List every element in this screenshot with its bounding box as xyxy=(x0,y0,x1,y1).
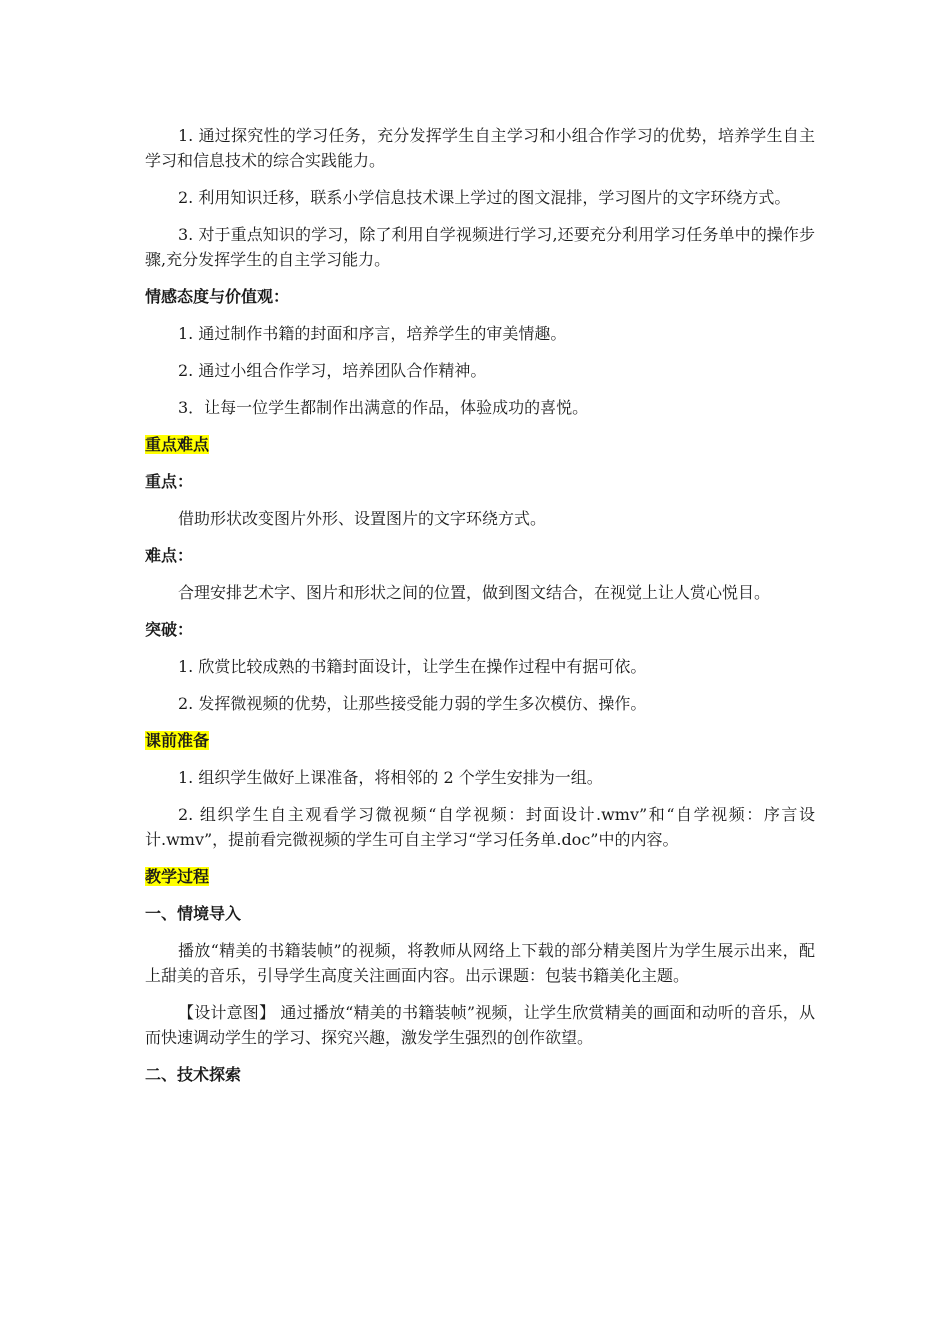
emotion-heading: 情感态度与价值观： xyxy=(145,287,290,306)
section2-heading: 二、技术探索 xyxy=(145,1065,242,1084)
breakthrough-item-2: 2. 发挥微视频的优势，让那些接受能力弱的学生多次模仿、操作。 xyxy=(178,694,647,713)
preparation-item-2: 2. 组织学生自主观看学习微视频“自学视频：封面设计.wmv”和“自学视频：序言设计.wmv”，提前看完微视频的学生可自主学习“学习任务单.doc”中的内容。 xyxy=(145,805,815,849)
difficult-text: 合理安排艺术字、图片和形状之间的位置，做到图文结合，在视觉上让人赏心悦目。 xyxy=(178,583,771,602)
section1-text: 播放“精美的书籍装帧”的视频，将教师从网络上下载的部分精美图片为学生展示出来，配上甜美的音乐，引导学生高度关注画面内容。出示课题：包装书籍美化主题。 xyxy=(145,941,815,985)
section1-intent: 【设计意图】 通过播放“精美的书籍装帧”视频，让学生欣赏精美的画面和动听的音乐，从而快速调动学生的学习、探究兴趣，激发学生强烈的创作欲望。 xyxy=(145,1003,815,1047)
intro-paragraph-2: 2. 利用知识迁移，联系小学信息技术课上学过的图文混排，学习图片的文字环绕方式。 xyxy=(178,188,791,207)
preparation-item-1: 1. 组织学生做好上课准备，将相邻的 2 个学生安排为一组。 xyxy=(178,768,603,787)
preparation-heading xyxy=(145,728,815,753)
process-heading xyxy=(145,864,815,889)
intro-paragraph-3: 3. 对于重点知识的学习，除了利用自学视频进行学习,还要充分利用学习任务单中的操作步骤,充分发挥学生的自主学习能力。 xyxy=(145,225,815,269)
highlighted-heading: 课前准备 xyxy=(145,731,210,750)
document-page xyxy=(145,123,815,1099)
key-difficult-heading xyxy=(145,432,815,457)
difficult-label: 难点： xyxy=(145,546,194,565)
emotion-item-2: 2. 通过小组合作学习，培养团队合作精神。 xyxy=(178,361,487,380)
breakthrough-label: 突破： xyxy=(145,620,194,639)
highlighted-heading: 教学过程 xyxy=(145,867,210,886)
emotion-item-3: 3．让每一位学生都制作出满意的作品，体验成功的喜悦。 xyxy=(178,398,589,417)
breakthrough-item-1: 1. 欣赏比较成熟的书籍封面设计，让学生在操作过程中有据可依。 xyxy=(178,657,647,676)
emotion-item-1: 1. 通过制作书籍的封面和序言，培养学生的审美情趣。 xyxy=(178,324,567,343)
highlighted-heading: 重点难点 xyxy=(145,435,210,454)
intro-paragraph-1: 1. 通过探究性的学习任务，充分发挥学生自主学习和小组合作学习的优势，培养学生自主学习和信息技术的综合实践能力。 xyxy=(145,126,815,170)
key-label: 重点： xyxy=(145,472,194,491)
key-text: 借助形状改变图片外形、设置图片的文字环绕方式。 xyxy=(178,509,547,528)
section1-heading: 一、情境导入 xyxy=(145,904,242,923)
